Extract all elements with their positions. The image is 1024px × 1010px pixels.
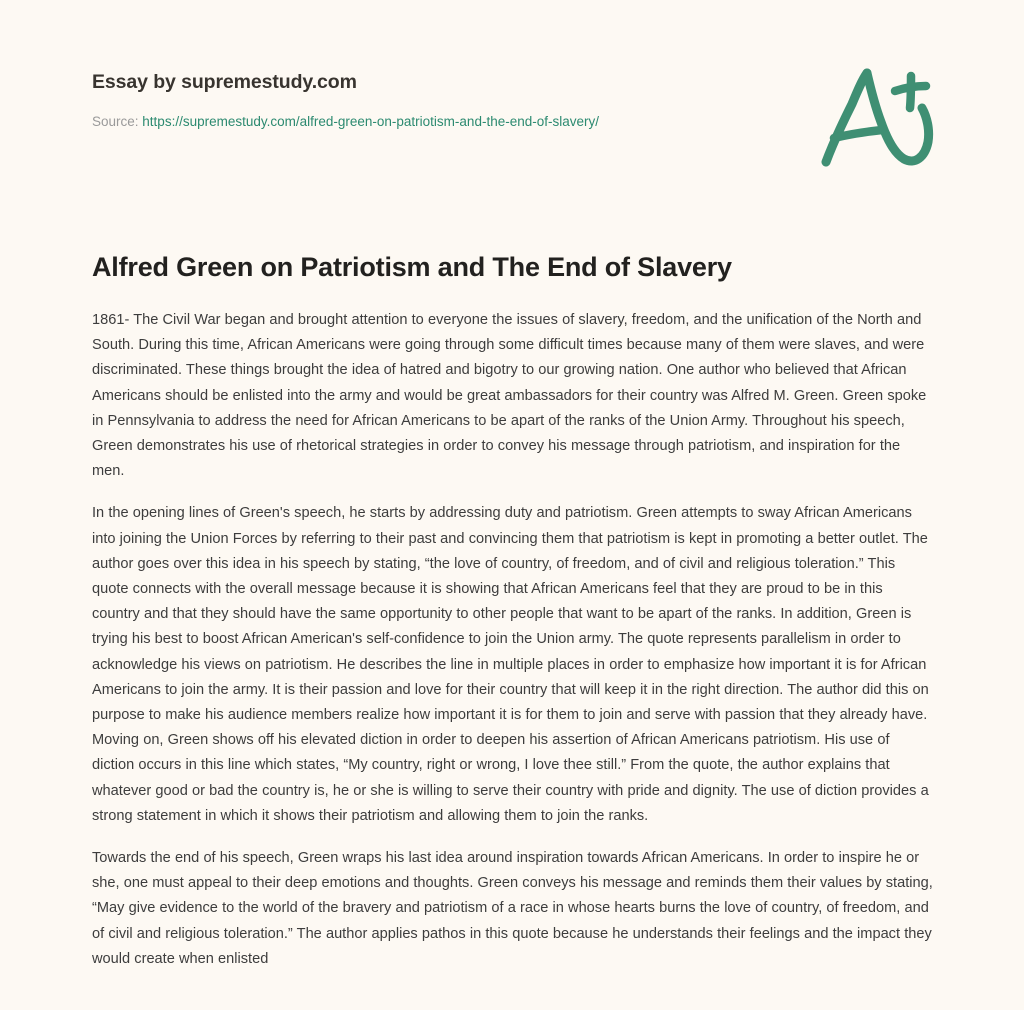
a-plus-logo[interactable] bbox=[812, 58, 942, 173]
a-plus-logo-icon bbox=[812, 58, 942, 173]
brand-byline: Essay by supremestudy.com bbox=[92, 71, 357, 93]
paragraph-3: Towards the end of his speech, Green wraps his last idea around inspiration towards African Americans. In order to inspire he or she, one must appeal to their deep emotions and thoughts. Green conveys his message and reminds them their values by stating, “May give evidence to the world of the bravery and patriotism of a race in whose hearts burns the love of country, of freedom, and of civil and religious toleration.” The author applies pathos in this quote because he understands their feelings and the impact they would create when enlisted bbox=[92, 850, 933, 967]
paragraph-2: In the opening lines of Green's speech, he starts by addressing duty and patriotism. Green attempts to sway African Americans into joining the Union Forces by referring to their past and convincing them that patriotism is kept in promoting a better outlet. The author goes over this idea in his speech by stating, “the love of country, of freedom, and of civil and religious toleration.” This quote connects with the overall message because it is showing that African Americans feel that they are proud to be in this country and that they should have the same opportunity to other people that want to be apart of the ranks. In addition, Green is trying his best to boost African American's self-confidence to join the Union army. The quote represents parallelism in order to acknowledge his views on patriotism. He describes the line in multiple places in order to emphasize how important it is for African Americans to join the army. It is their passion and love for their country that will keep it in the right direction. The author did this on purpose to make his audience members realize how important it is for them to join and serve with passion that they already have. Moving on, Green shows off his elevated diction in order to deepen his assertion of African Americans patriotism. His use of diction occurs in this line which states, “My country, right or wrong, I love thee still.” From the quote, the author explains that whatever good or bad the country is, he or she is willing to serve their country with pride and dignity. The use of diction provides a strong statement in which it shows their patriotism and allowing them to join the ranks. bbox=[92, 505, 929, 824]
page-title: Alfred Green on Patriotism and The End of Slavery bbox=[92, 252, 732, 282]
source-line bbox=[92, 112, 932, 132]
source-label: Source: bbox=[92, 114, 139, 129]
paragraph-1: 1861- The Civil War began and brought attention to everyone the issues of slavery, freedom, and the unification of the North and South. During this time, African Americans were going through some difficult times because many of them were slaves, and were discriminated. These things brought the idea of hatred and bigotry to our growing nation. One author who believed that African Americans should be enlisted into the army and would be great ambassadors for their country was Alfred M. Green. Green spoke in Pennsylvania to address the need for African Americans to be apart of the ranks of the Union Army. Throughout his speech, Green demonstrates his use of rhetorical strategies in order to convey his message through patriotism, and inspiration for the men. bbox=[92, 312, 927, 480]
source-url-link[interactable]: https://supremestudy.com/alfred-green-on-patriotism-and-the-end-of-slavery/ bbox=[142, 114, 599, 129]
article-body bbox=[92, 308, 934, 972]
page-header bbox=[92, 68, 932, 132]
essay-article bbox=[92, 248, 934, 972]
